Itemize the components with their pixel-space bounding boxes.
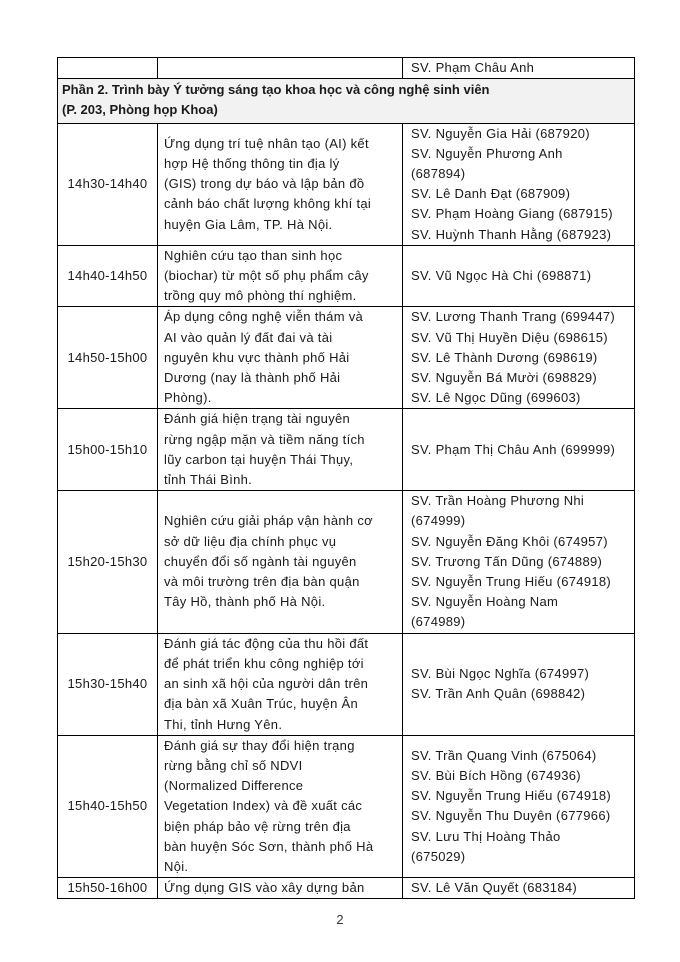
table-row [58,123,635,245]
title-line: (biochar) từ một số phụ phẩm cây [164,268,369,284]
title-line: Đánh giá tác động của thu hồi đất [164,635,369,651]
author-line: SV. Huỳnh Thanh Hằng (687923) [411,226,612,242]
title-cell [158,878,403,899]
title-line: Đánh giá sự thay đổi hiện trạng [164,737,355,753]
author-line: SV. Vũ Thị Huyền Diệu (698615) [411,329,608,345]
author-line: SV. Phạm Châu Anh [411,60,535,75]
title-cell [158,491,403,633]
title-line: Dương (nay là thành phố Hải [164,370,341,386]
section-title: Phần 2. Trình bày Ý tưởng sáng tạo khoa học và công nghệ sinh viên [62,82,490,98]
title-line: rừng bằng chỉ số NDVI [164,757,303,773]
title-line: rừng ngập mặn và tiềm năng tích [164,431,365,447]
author-cell [403,633,635,735]
title-line: và môi trường trên địa bàn quận [164,574,360,590]
table-row [58,633,635,735]
table-row [58,307,635,409]
title-cell [158,633,403,735]
author-cell [403,58,635,79]
table-row [58,245,635,307]
title-line: (Normalized Difference [164,778,304,794]
author-line: SV. Nguyễn Trung Hiếu (674918) [411,788,612,804]
time-cell-empty [58,58,158,79]
author-line: SV. Nguyễn Bá Mười (698829) [411,370,597,386]
time-cell: 14h50-15h00 [58,307,158,409]
title-line: chuyển đổi số ngành tài nguyên [164,553,357,569]
author-line: SV. Nguyễn Trung Hiếu (674918) [411,574,612,590]
time-cell: 15h00-15h10 [58,409,158,491]
author-line: SV. Nguyễn Hoàng Nam [411,594,559,610]
title-line: Vegetation Index) và đề xuất các [164,798,363,814]
author-cell [403,491,635,633]
table-row [58,409,635,491]
title-line: lũy carbon tại huyện Thái Thụy, [164,451,354,467]
title-line: Phòng). [164,390,212,406]
table-row-continued [58,58,635,79]
table-row [58,878,635,899]
author-line: SV. Trương Tấn Dũng (674889) [411,553,603,569]
author-line: SV. Phạm Thị Châu Anh (699999) [411,441,616,457]
author-line: SV. Lê Văn Quyết (683184) [411,880,578,896]
author-line: (687894) [411,166,466,182]
author-line: (674999) [411,513,466,529]
time-cell: 14h40-14h50 [58,245,158,307]
title-cell [158,307,403,409]
section-header-cell [58,79,635,123]
title-line: (GIS) trong dự báo và lập bản đồ [164,176,365,192]
title-cell [158,409,403,491]
author-cell [403,123,635,245]
title-line: bàn huyện Sóc Sơn, thành phố Hà [164,838,374,854]
author-line: SV. Trần Hoàng Phương Nhi [411,493,585,509]
title-line: Ứng dụng GIS vào xây dựng bản [164,880,365,896]
title-line: Ứng dụng trí tuệ nhân tạo (AI) kết [164,135,369,151]
time-cell: 15h30-15h40 [58,633,158,735]
schedule-table [57,57,635,899]
title-line: biện pháp bảo vệ rừng trên địa [164,818,351,834]
author-line: SV. Bùi Bích Hồng (674936) [411,768,581,783]
title-line: Nội. [164,858,189,874]
title-line: Tây Hồ, thành phố Hà Nội. [164,594,326,610]
title-line: trồng quy mô phòng thí nghiệm. [164,288,357,304]
author-line: SV. Bùi Ngọc Nghĩa (674997) [411,665,590,681]
title-line: Thi, tỉnh Hưng Yên. [164,716,283,732]
title-line: Nghiên cứu giải pháp vận hành cơ [164,513,373,529]
author-line: SV. Lê Thành Dương (698619) [411,349,598,365]
table-row [58,735,635,877]
title-line: để phát triển khu công nghiệp tới [164,655,364,671]
title-cell [158,245,403,307]
author-line: SV. Lương Thanh Trang (699447) [411,309,616,325]
section-room: (P. 203, Phòng họp Khoa) [62,102,218,118]
author-line: SV. Trần Quang Vinh (675064) [411,747,597,763]
author-line: (675029) [411,848,466,864]
title-line: tỉnh Thái Bình. [164,472,253,488]
author-line: SV. Nguyễn Thu Duyên (677966) [411,808,611,824]
title-cell [158,123,403,245]
schedule-table-body [58,58,635,899]
author-cell [403,245,635,307]
author-line: SV. Trần Anh Quân (698842) [411,686,586,702]
author-line: SV. Nguyễn Phương Anh [411,145,563,161]
author-line: SV. Vũ Ngọc Hà Chi (698871) [411,268,592,284]
author-line: SV. Lê Ngọc Dũng (699603) [411,390,581,406]
time-cell: 15h20-15h30 [58,491,158,633]
title-line: huyện Gia Lâm, TP. Hà Nội. [164,216,333,232]
title-cell [158,735,403,877]
title-line: Nghiên cứu tạo than sinh học [164,247,343,263]
author-cell [403,735,635,877]
author-line: (674989) [411,614,466,630]
table-row [58,491,635,633]
author-line: SV. Lê Danh Đạt (687909) [411,186,571,202]
title-line: hợp Hệ thống thông tin địa lý [164,155,340,171]
title-line: AI vào quản lý đất đai và tài [164,329,333,345]
section-header-row [58,79,635,123]
author-line: SV. Phạm Hoàng Giang (687915) [411,206,613,222]
page-number: 2 [336,912,344,927]
time-cell: 15h40-15h50 [58,735,158,877]
author-line: SV. Nguyễn Gia Hải (687920) [411,125,590,141]
author-line: SV. Nguyễn Đăng Khôi (674957) [411,533,608,549]
time-cell: 15h50-16h00 [58,878,158,899]
author-cell [403,409,635,491]
title-line: sở dữ liệu địa chính phục vụ [164,533,337,549]
title-line: an sinh xã hội của người dân trên [164,676,369,692]
title-cell-empty [158,58,403,79]
time-cell: 14h30-14h40 [58,123,158,245]
title-line: nguyên khu vực thành phố Hải [164,349,350,365]
title-line: cảnh báo chất lượng không khí tại [164,196,372,212]
title-line: địa bàn xã Xuân Trúc, huyện Ân [164,696,359,712]
author-cell [403,307,635,409]
title-line: Áp dụng công nghệ viễn thám và [164,309,364,325]
author-line: SV. Lưu Thị Hoàng Thảo [411,828,561,844]
author-cell [403,878,635,899]
title-line: Đánh giá hiện trạng tài nguyên [164,411,351,427]
